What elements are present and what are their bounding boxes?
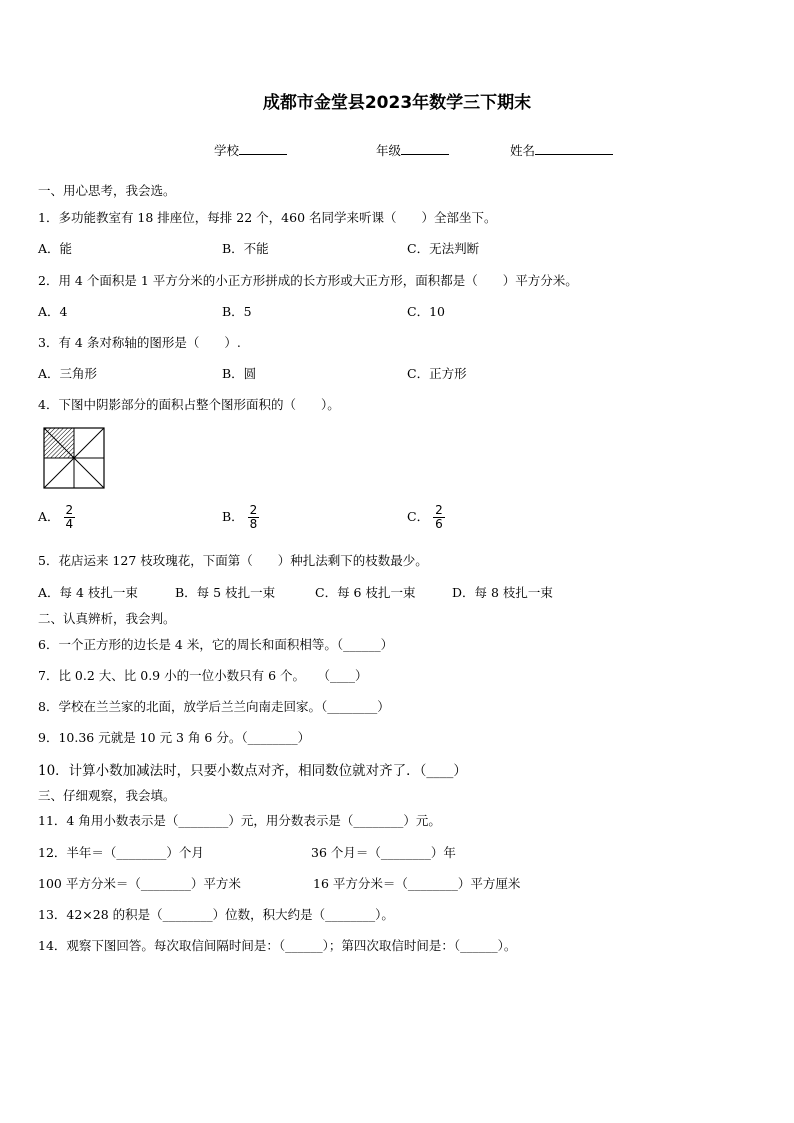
section-3-heading: 三、仔细观察，我会填。 [38, 788, 176, 803]
q4-option-a[interactable]: A． $\frac{2}{4}$ [38, 503, 74, 532]
question-7: 7．比 0.2 大、比 0.9 小的一位小数只有 6 个。 （____） [38, 668, 368, 683]
page-title: 成都市金堂县2023年数学三下期末 [262, 93, 532, 113]
question-12d: 16 平方分米＝（________）平方厘米 [313, 876, 521, 891]
question-2: 2．用 4 个面积是 1 平方分米的小正方形拼成的长方形或大正方形，面积都是（ ）平方分米。 [38, 273, 578, 288]
question-11: 11．4 角用小数表示是（________）元，用分数表示是（________）元。 [38, 813, 441, 828]
q5-option-c[interactable]: C．每 6 枝扎一束 [315, 585, 416, 600]
q5-option-b[interactable]: B．每 5 枝扎一束 [175, 585, 276, 600]
q3-option-a[interactable]: A．三角形 [38, 366, 98, 381]
question-9: 9．10.36 元就是 10 元 3 角 6 分。（________） [38, 730, 311, 745]
q4-figure [43, 427, 105, 492]
question-12a: 12．半年＝（________）个月 [38, 845, 204, 860]
q1-option-a[interactable]: A．能 [38, 241, 73, 256]
question-13: 13．42×28 的积是（________）位数，积大约是（________）。 [38, 907, 394, 922]
school-field [214, 141, 287, 159]
q1-option-c[interactable]: C．无法判断 [407, 241, 480, 256]
q3-option-c[interactable]: C．正方形 [407, 366, 467, 381]
question-12b: 36 个月＝（________）年 [311, 845, 456, 860]
q4-option-c[interactable]: C． $\frac{2}{6}$ [407, 503, 443, 532]
q5-option-d[interactable]: D．每 8 枝扎一束 [452, 585, 553, 600]
q3-option-b[interactable]: B．圆 [222, 366, 257, 381]
question-10: 10．计算小数加减法时，只要小数点对齐，相同数位就对齐了．（____） [38, 763, 467, 779]
section-2-heading: 二、认真辨析，我会判。 [38, 611, 176, 626]
grade-blank[interactable] [401, 141, 449, 155]
fraction-2-6: $\frac{2}{6}$ [435, 503, 443, 532]
question-1: 1．多功能教室有 18 排座位，每排 22 个，460 名同学来听课（ ）全部坐下。 [38, 210, 497, 225]
school-label: 学校 [214, 143, 240, 158]
q2-option-b[interactable]: B．5 [222, 304, 252, 319]
q2-option-a[interactable]: A．4 [38, 304, 68, 319]
name-label: 姓名 [510, 143, 536, 158]
question-14: 14．观察下图回答。每次取信间隔时间是：（______）；第四次取信时间是：（______）。 [38, 938, 517, 953]
school-blank[interactable] [239, 141, 287, 155]
fraction-2-4: $\frac{2}{4}$ [65, 503, 74, 532]
q4-option-b[interactable]: B． $\frac{2}{8}$ [222, 503, 258, 532]
question-4: 4．下图中阴影部分的面积占整个图形面积的（ ）。 [38, 397, 340, 412]
q2-option-c[interactable]: C．10 [407, 304, 445, 319]
divided-square-diagram [43, 427, 105, 489]
name-blank[interactable] [535, 141, 613, 155]
question-6: 6．一个正方形的边长是 4 米，它的周长和面积相等。（______） [38, 637, 394, 652]
fraction-2-8: $\frac{2}{8}$ [249, 503, 258, 532]
name-field [510, 141, 613, 159]
q5-option-a[interactable]: A．每 4 枝扎一束 [38, 585, 138, 600]
question-8: 8．学校在兰兰家的北面，放学后兰兰向南走回家。（________） [38, 699, 390, 714]
grade-label: 年级 [376, 143, 402, 158]
question-5: 5．花店运来 127 枝玫瑰花，下面第（ ）种扎法剩下的枝数最少。 [38, 553, 428, 568]
q1-option-b[interactable]: B．不能 [222, 241, 269, 256]
question-12c: 100 平方分米＝（________）平方米 [38, 876, 241, 891]
section-1-heading: 一、用心思考，我会选。 [38, 183, 176, 198]
grade-field [376, 141, 449, 159]
question-3: 3．有 4 条对称轴的图形是（ ）. [38, 335, 241, 350]
